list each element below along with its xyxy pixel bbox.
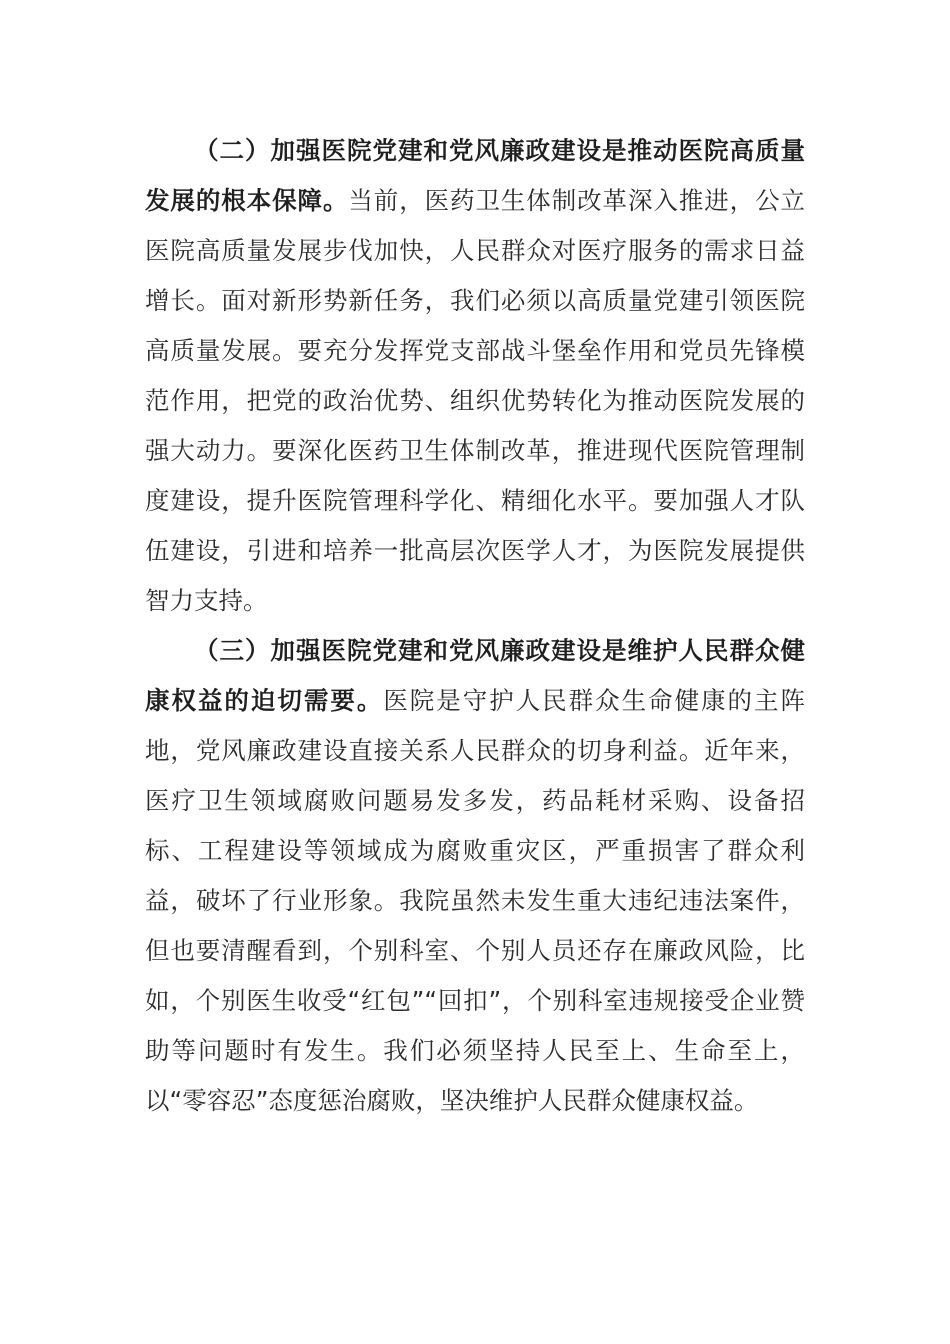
paragraph-section-3 bbox=[145, 626, 805, 1126]
document-page bbox=[145, 126, 805, 1126]
paragraph-body: 当前，医药卫生体制改革深入推进，公立医院高质量发展步伐加快，人民群众对医疗服务的需求日益增长。面对新形势新任务，我们必须以高质量党建引领医院高质量发展。要充分发挥党支部战斗堡垒作用和党员先锋模范作用，把党的政治优势、组织优势转化为推动医院发展的强大动力。要深化医药卫生体制改革，推进现代医院管理制度建设，提升医院管理科学化、精细化水平。要加强人才队伍建设，引进和培养一批高层次医学人才，为医院发展提供智力支持。 bbox=[145, 186, 805, 615]
paragraph-body: 医院是守护人民群众生命健康的主阵地，党风廉政建设直接关系人民群众的切身利益。近年来，医疗卫生领域腐败问题易发多发，药品耗材采购、设备招标、工程建设等领域成为腐败重灾区，严重损害了群众利益，破坏了行业形象。我院虽然未发生重大违纪违法案件，但也要清醒看到，个别科室、个别人员还存在廉政风险，比如，个别医生收受“红包”“回扣”，个别科室违规接受企业赞助等问题时有发生。我们必须坚持人民至上、生命至上，以“零容忍”态度惩治腐败，坚决维护人民群众健康权益。 bbox=[145, 686, 805, 1115]
paragraph-heading: （三）加强医院党建和党风廉政建设是维护人民群众健康权益的迫切需要。 bbox=[145, 636, 805, 715]
paragraph-section-2 bbox=[145, 126, 805, 626]
paragraph-heading: （二）加强医院党建和党风廉政建设是推动医院高质量发展的根本保障。 bbox=[145, 136, 805, 215]
